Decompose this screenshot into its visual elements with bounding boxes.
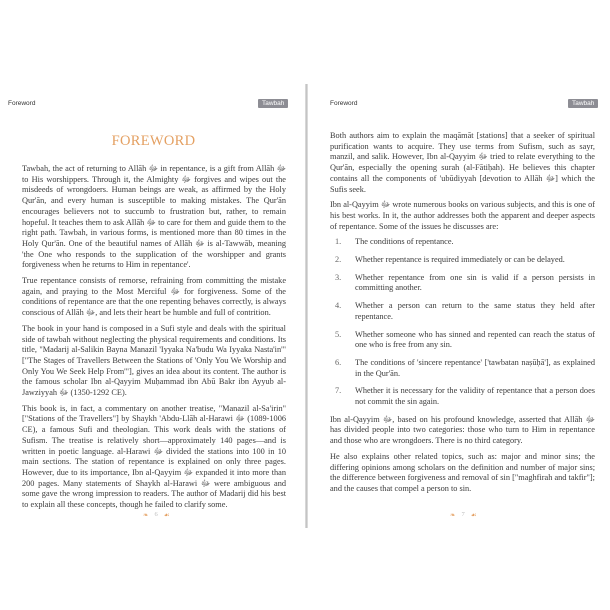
issues-list <box>330 237 595 407</box>
ornament-right-icon: ☙ <box>163 512 170 519</box>
running-head: Foreword <box>8 100 36 107</box>
right-page <box>308 0 610 610</box>
body-text <box>22 164 286 516</box>
paragraph: The book in your hand is composed in a Sufi style and deals with the spiritual side of tawbah without neglecting the physical requirements and conditions. Its title, "Madarij al-Salikin Bayna Manazil 'Iyyaka Na'budu Wa Iyyaka Nasta'in'" ["The Stages of Travellers Between the Stations of 'Only You We Worship and Only You We Seek Help From'"], gives an idea about its content. The author is the famous scholar Ibn al-Qayyim Muḥammad ibn Abū Bakr ibn Ayyub al-Jawziyyah ﷻ (1292-1350 CE). <box>22 323 286 398</box>
paragraph: Both authors aim to explain the maqāmāt [stations] that a seeker of spiritual purification wants to acquire. They use terms from Sufism, such as sayr, manzil, and salik. However, Ibn al-Qayyim ﷻ tried to relate everything to the Qur'ān, especially the opening surah (al-Fātiḥah). He believes this chapter contains all the components of 'ubūdiyyah [devotion to Allāh ﷻ] which the Sufis seek. <box>330 131 595 194</box>
section-badge: Tawbah <box>568 99 598 108</box>
section-badge: Tawbah <box>258 99 288 108</box>
list-item: 6. The conditions of 'sincere repentance' ['tawbatan naṣūḥā'], as explained in the Qur'ān. <box>335 357 595 378</box>
paragraph: Tawbah, the act of returning to Allāh ﷻ in repentance, is a gift from Allāh ﷻ to His worshippers. Through it, the Almighty ﷻ forgives and wipes out the misdeeds of wrongdoers. Human beings are weak, as affirmed by the Holy Qur'ān, and every human is susceptible to making mistakes. The Qur'ān encourages believers not to succumb to frustration but, rather, to remain hopeful. It teaches them to ask Allāh ﷻ to care for them and guide them to the right path. Tawbah, in various forms, is mentioned more than 80 times in the Holy Qur'ān. One of the beautiful names of Allāh ﷻ is al-Tawwāb, meaning 'the One who responds to the supplication of the worshipper and grants forgiveness when he returns to Him in repentance'. <box>22 164 287 270</box>
paragraph: Ibn al-Qayyim ﷻ wrote numerous books on various subjects, and this is one of his best works. In it, the author addresses both the apparent and deeper aspects of repentance. Some of the issues he discusses are: <box>330 200 595 231</box>
paragraph: Ibn al-Qayyim ﷻ, based on his profound knowledge, asserted that Allāh ﷻ has divided people into two categories: those who turn to Him in repentance and those who are wrongdoers. There is no third category. <box>330 414 595 446</box>
list-item: 7. Whether it is necessary for the validity of repentance that a person does not commit the sin again. <box>335 386 595 407</box>
ornament-left-icon: ❧ <box>143 512 149 519</box>
list-item: 2. Whether repentance is required immediately or can be delayed. <box>335 255 565 265</box>
paragraph: True repentance consists of remorse, refraining from committing the mistake again, and praying to the Most Merciful ﷻ for forgiveness. Some of the conditions of repentance are that the one repenting behaves correctly, is always conscious of Allāh ﷻ, and lets their heart be humble and full of contrition. <box>22 276 286 318</box>
paragraph: This book is, in fact, a commentary on another treatise, "Manazil al-Sa'irin" ["Stations of the Travellers"] by Shaykh 'Abdu-Llāh al-Harawi ﷻ (1006-1089 CE), a famous Sufi and theologian. This work deals with the stations of Sufism. The treatise is relatively short—approximately 140 pages—and is written in poetic language. al-Harawi ﷻ divided the stations into 100 in 10 main sections. The station of repentance is explained on only three pages. However, due to its importance, Ibn al-Qayyim ﷻ expanded it into more than 200 pages. Many statements of Shaykh al-Harawi ﷻ were ambiguous and some gave the wrong impression to readers. The author of Madarij did his best to explain all these concepts, though he failed to clarify some. <box>22 403 287 510</box>
body-text <box>330 131 595 500</box>
list-item: 5. Whether someone who has sinned and repented can reach the status of one who is free from any sin. <box>335 329 595 350</box>
ornament-left-icon: ❧ <box>450 512 456 519</box>
list-item: 1. The conditions of repentance. <box>335 237 454 247</box>
page-title: FOREWORD <box>111 133 196 149</box>
list-item: 3. Whether repentance from one sin is valid if a person persists in committing another. <box>335 272 595 293</box>
page-number: ❧ 7 ☙ <box>450 511 477 519</box>
running-head: Foreword <box>330 100 358 107</box>
ornament-right-icon: ☙ <box>470 512 477 519</box>
paragraph: He also explains other related topics, such as: major and minor sins; the differing opinions among scholars on the definition and number of major sins; the difference between forgiveness and removal of sin ["maghfirah and takfir"]; and the causes that compel a person to sin. <box>330 451 595 493</box>
page-number: ❧ 6 ☙ <box>143 511 170 519</box>
list-item: 4. Whether a person can return to the same status they held after repentance. <box>335 301 595 321</box>
